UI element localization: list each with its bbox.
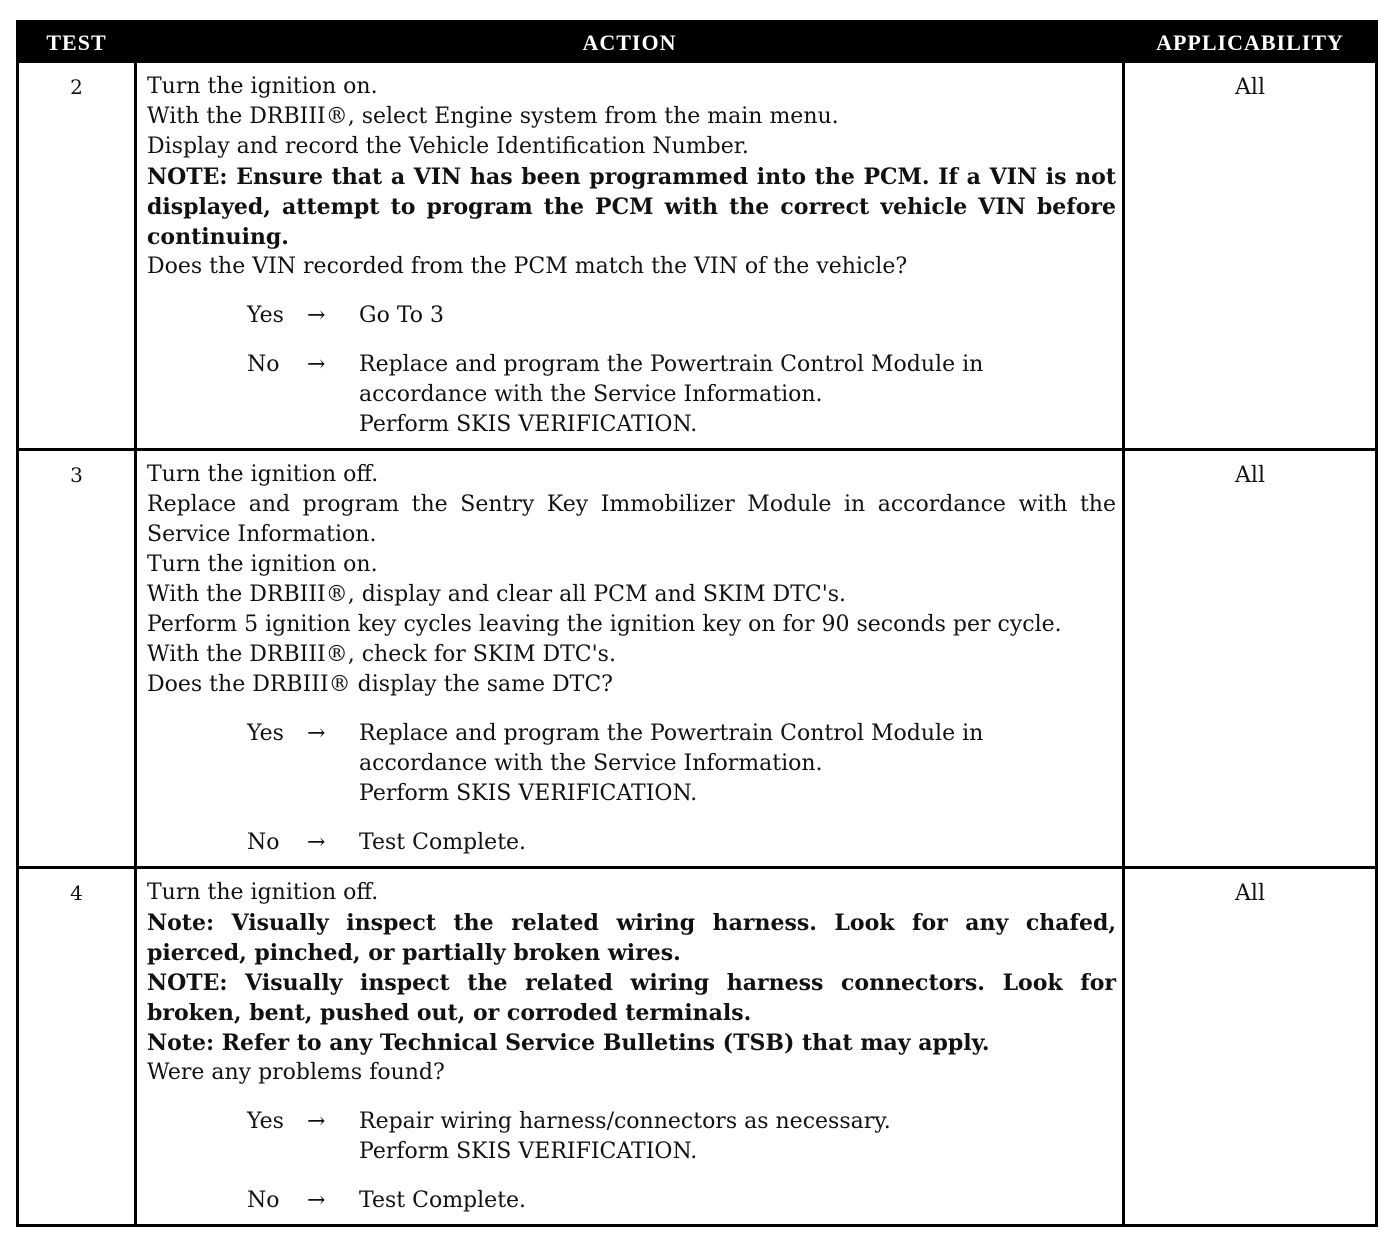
action-step: Turn the ignition off. bbox=[147, 880, 379, 905]
action-step: Replace and program the Sentry Key Immobilizer Module in accordance with the Service Information. bbox=[147, 492, 1116, 547]
note-text: Note: Refer to any Technical Service Bulletins (TSB) that may apply. bbox=[147, 1030, 990, 1056]
response-text bbox=[359, 350, 1116, 440]
test-number: 4 bbox=[70, 881, 83, 905]
test-number: 2 bbox=[70, 75, 83, 99]
response-no bbox=[247, 350, 1116, 440]
action-step: Turn the ignition off. bbox=[147, 462, 379, 487]
arrow-right-icon: → bbox=[307, 303, 326, 328]
response-yes bbox=[247, 301, 1116, 331]
action-cell bbox=[134, 451, 1125, 866]
response-text bbox=[359, 301, 1116, 331]
action-step: Perform 5 ignition key cycles leaving the ignition key on for 90 seconds per cycle. bbox=[147, 612, 1062, 637]
response-text bbox=[359, 1107, 1116, 1167]
response-line: Test Complete. bbox=[359, 1188, 527, 1213]
note-text: NOTE: Visually inspect the related wiring harness connectors. Look for broken, bent, pushed out, or corroded terminals. bbox=[147, 970, 1116, 1026]
action-step: With the DRBIII®, check for SKIM DTC's. bbox=[147, 642, 616, 667]
response-line: Replace and program the Powertrain Control Module in accordance with the Service Information. bbox=[359, 352, 984, 407]
arrow-right-icon: → bbox=[307, 1109, 326, 1134]
action-step: Turn the ignition on. bbox=[147, 552, 378, 577]
table-body bbox=[19, 63, 1375, 1224]
response-line: Test Complete. bbox=[359, 830, 527, 855]
arrow-right-icon: → bbox=[307, 721, 326, 746]
diagnostic-test-table bbox=[16, 20, 1378, 1227]
action-step: With the DRBIII®, select Engine system from the main menu. bbox=[147, 104, 839, 129]
response-no bbox=[247, 1186, 1116, 1216]
applicability-value: All bbox=[1235, 463, 1265, 488]
action-cell bbox=[134, 869, 1125, 1224]
response-label: Yes bbox=[247, 721, 284, 746]
action-step: Does the VIN recorded from the PCM match the VIN of the vehicle? bbox=[147, 254, 908, 279]
applicability-value: All bbox=[1235, 881, 1265, 906]
test-number: 3 bbox=[70, 463, 83, 487]
table-row bbox=[19, 866, 1375, 1224]
response-line: Replace and program the Powertrain Control Module in accordance with the Service Information. bbox=[359, 721, 984, 776]
action-cell bbox=[134, 63, 1125, 448]
action-step: Turn the ignition on. bbox=[147, 74, 378, 99]
action-step: Display and record the Vehicle Identification Number. bbox=[147, 134, 749, 159]
note-text: Note: Visually inspect the related wiring harness. Look for any chafed, pierced, pinched, or partially broken wires. bbox=[147, 910, 1116, 966]
response-text bbox=[359, 828, 1116, 858]
response-yes bbox=[247, 719, 1116, 809]
header-test: TEST bbox=[46, 30, 107, 55]
response-label: Yes bbox=[247, 303, 284, 328]
response-label: Yes bbox=[247, 1109, 284, 1134]
response-text bbox=[359, 1186, 1116, 1216]
action-step: Does the DRBIII® display the same DTC? bbox=[147, 672, 613, 697]
table-row bbox=[19, 63, 1375, 448]
action-step: With the DRBIII®, display and clear all PCM and SKIM DTC's. bbox=[147, 582, 847, 607]
response-line: Go To 3 bbox=[359, 303, 445, 328]
header-action: ACTION bbox=[582, 30, 677, 55]
response-label: No bbox=[247, 1188, 280, 1213]
response-label: No bbox=[247, 352, 280, 377]
response-line: Perform SKIS VERIFICATION. bbox=[359, 781, 698, 806]
response-line: Repair wiring harness/connectors as necessary. bbox=[359, 1109, 891, 1134]
response-no bbox=[247, 828, 1116, 858]
response-line: Perform SKIS VERIFICATION. bbox=[359, 1139, 698, 1164]
table-header bbox=[19, 23, 1375, 63]
header-applicability: APPLICABILITY bbox=[1156, 30, 1344, 55]
response-line: Perform SKIS VERIFICATION. bbox=[359, 412, 698, 437]
note-text: NOTE: Ensure that a VIN has been programmed into the PCM. If a VIN is not displayed, attempt to program the PCM with the correct vehicle VIN before continuing. bbox=[147, 164, 1116, 250]
response-label: No bbox=[247, 830, 280, 855]
table-row bbox=[19, 448, 1375, 866]
applicability-value: All bbox=[1235, 75, 1265, 100]
arrow-right-icon: → bbox=[307, 1188, 326, 1213]
arrow-right-icon: → bbox=[307, 352, 326, 377]
arrow-right-icon: → bbox=[307, 830, 326, 855]
action-step: Were any problems found? bbox=[147, 1060, 445, 1085]
response-yes bbox=[247, 1107, 1116, 1167]
response-text bbox=[359, 719, 1116, 809]
